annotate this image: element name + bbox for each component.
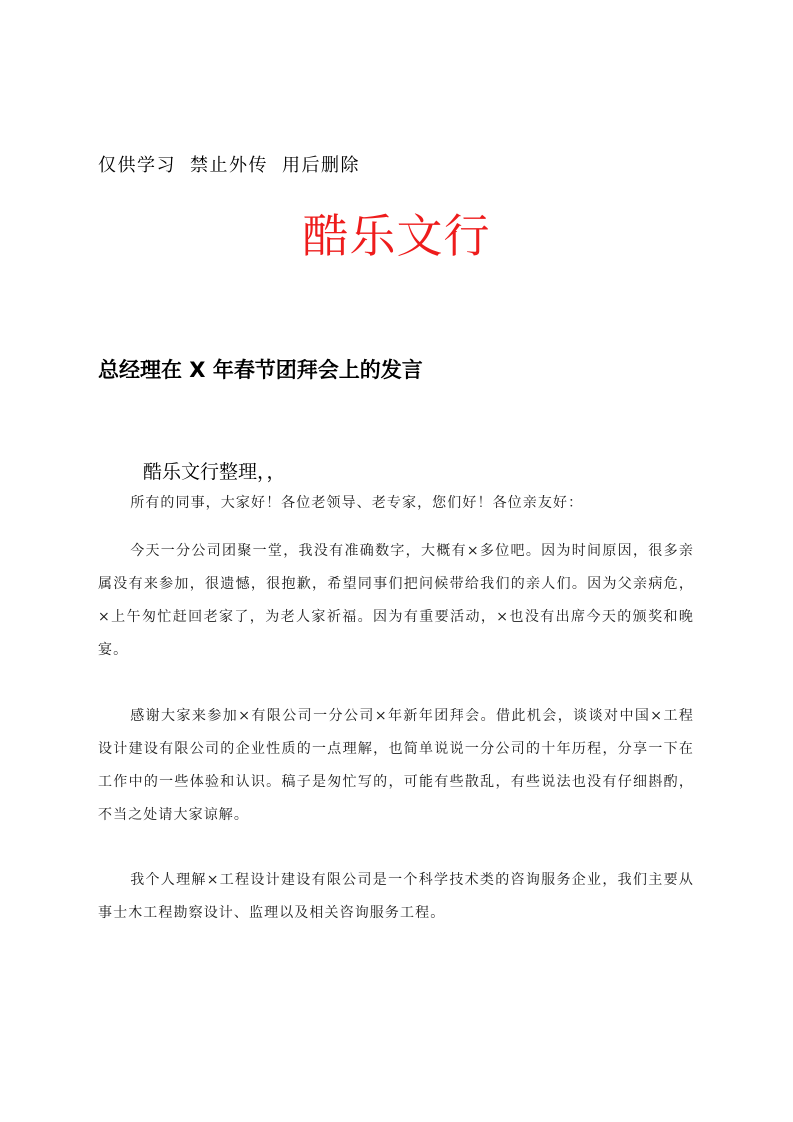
notice-delete-after-use: 用后删除	[282, 155, 360, 176]
greeting-block	[98, 487, 694, 520]
body-paragraph: 今天一分公司团聚一堂，我没有准确数字，大概有×多位吧。因为时间原因，很多亲属没有来参加，很遗憾，很抱歉，希望同事们把问候带给我们的亲人们。因为父亲病危，×上午匆忙赶回老家了，为老人家祈福。因为有重要活动，×也没有出席今天的颁奖和晚宴。	[98, 543, 694, 658]
brand-text: 酷乐文行	[302, 209, 491, 263]
document-title: 总经理在 X 年春节团拜会上的发言	[98, 358, 423, 382]
notice-study-only: 仅供学习	[98, 155, 176, 176]
greeting-paragraph: 所有的同事，大家好！各位老领导、老专家，您们好！各位亲友好：	[130, 495, 584, 511]
notice-line	[98, 151, 374, 177]
editor-credit: 酷乐文行整理，，	[143, 461, 286, 483]
paragraph-block-2	[98, 700, 694, 832]
body-paragraph: 感谢大家来参加×有限公司一分公司×年新年团拜会。借此机会，谈谈对中国×工程设计建设有限公司的企业性质的一点理解，也简单说说一分公司的十年历程，分享一下在工作中的一些体验和认识。稿子是匆忙写的，可能有些散乱，有些说法也没有仔细斟酌，不当之处请大家谅解。	[98, 708, 694, 823]
paragraph-block-3	[98, 864, 694, 930]
body-paragraph: 我个人理解×工程设计建设有限公司是一个科学技术类的咨询服务企业，我们主要从事士木工程勘察设计、监理以及相关咨询服务工程。	[98, 872, 694, 921]
notice-no-distribution: 禁止外传	[190, 155, 268, 176]
paragraph-block-1	[98, 535, 694, 667]
brand-heading	[0, 200, 793, 266]
